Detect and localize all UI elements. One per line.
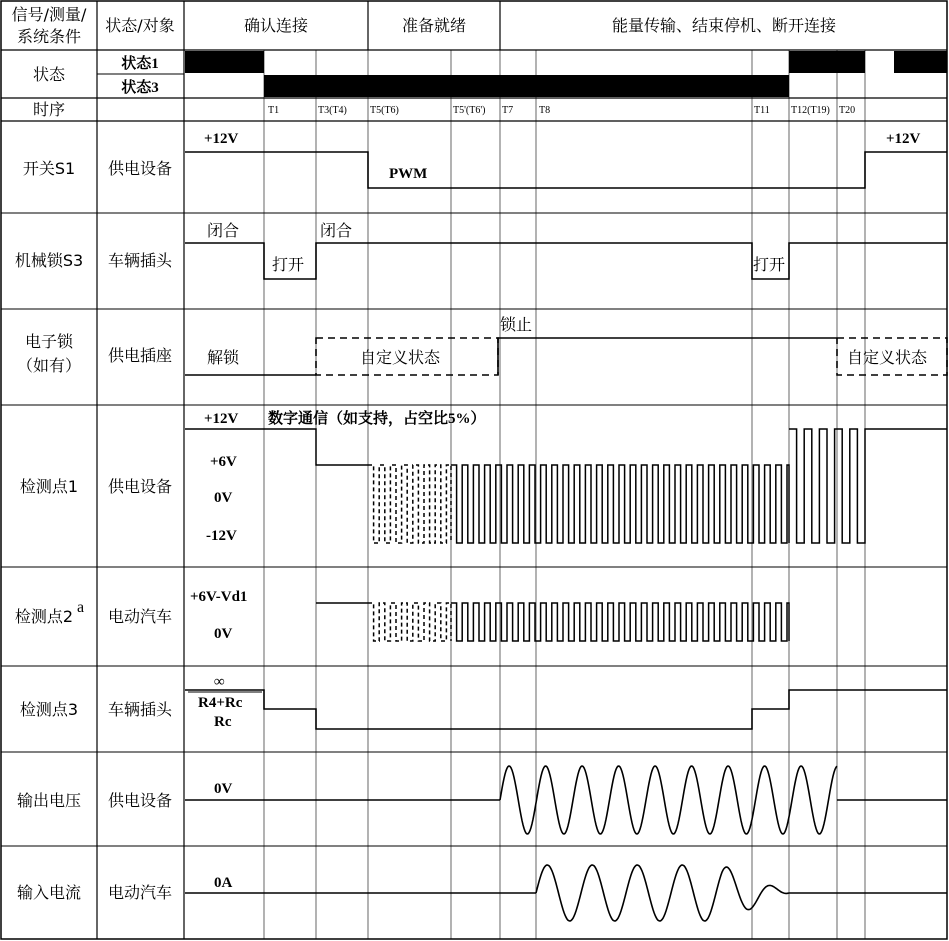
cp3-level-inf: ∞ xyxy=(214,674,225,690)
iin-waveform xyxy=(185,865,947,921)
state1-label: 状态1 xyxy=(121,56,159,72)
vout-level-0v: 0V xyxy=(214,781,233,797)
cp3-name: 检测点3 xyxy=(19,700,79,719)
time-marker-T12: T12(T19) xyxy=(791,105,830,116)
s1-object: 供电设备 xyxy=(107,159,173,178)
cp2-superscript: a xyxy=(77,599,85,616)
s3-name: 机械锁S3 xyxy=(14,251,84,270)
header-col2: 状态/对象 xyxy=(105,16,175,35)
state-label: 状态 xyxy=(32,65,66,84)
cp1-waveform xyxy=(185,429,947,543)
cp1-note: 数字通信（如支持，占空比5%） xyxy=(268,411,486,427)
time-marker-T3: T3(T4) xyxy=(318,105,347,116)
vout-waveform xyxy=(185,766,947,834)
iin-object: 电动汽车 xyxy=(107,883,173,902)
header-phase2: 准备就绪 xyxy=(401,16,467,35)
s1-name: 开关S1 xyxy=(22,159,76,178)
s3-level-closed-2: 闭合 xyxy=(320,223,353,240)
s1-level-high: +12V xyxy=(204,131,239,147)
elock-lock-line xyxy=(498,338,837,375)
header-col1-line2: 系统条件 xyxy=(16,27,82,46)
s1-level-high-end: +12V xyxy=(886,131,921,147)
cp1-level-neg12v: -12V xyxy=(206,528,237,544)
cp3-waveform xyxy=(185,690,947,729)
iin-name: 输入电流 xyxy=(16,883,82,902)
time-marker-T5: T5(T6) xyxy=(370,105,399,116)
cp1-level-0v: 0V xyxy=(214,490,233,506)
cp1-pwm-solid xyxy=(451,465,789,543)
timing-label: 时序 xyxy=(32,100,66,119)
header-phase1: 确认连接 xyxy=(243,16,309,35)
s3-object: 车辆插头 xyxy=(107,251,173,270)
cp2-waveform xyxy=(316,603,789,641)
elock-waveform xyxy=(185,338,947,375)
header-phase3: 能量传输、结束停机、断开连接 xyxy=(611,16,837,35)
cp3-level-rc: Rc xyxy=(214,714,232,730)
s1-level-pwm: PWM xyxy=(389,166,428,182)
iin-sine xyxy=(536,865,789,921)
cp3-level-r4rc: R4+Rc xyxy=(198,695,243,711)
elock-level-unlock: 解锁 xyxy=(207,350,240,367)
cp2-name: 检测点2 xyxy=(14,607,74,626)
cp1-level-12v: +12V xyxy=(204,411,239,427)
state3-bar xyxy=(264,75,789,97)
vout-sine xyxy=(500,766,837,834)
time-marker-T8: T8 xyxy=(539,105,551,116)
cp2-object: 电动汽车 xyxy=(107,607,173,626)
vout-object: 供电设备 xyxy=(107,791,173,810)
cp2-pwm-dashed xyxy=(368,603,451,641)
time-marker-T5p: T5'(T6') xyxy=(453,105,486,116)
s3-level-open: 打开 xyxy=(272,257,305,274)
elock-level-custom: 自定义状态 xyxy=(360,350,441,367)
cp1-object: 供电设备 xyxy=(107,477,173,496)
state1-bar-b xyxy=(789,51,865,73)
s3-level-closed: 闭合 xyxy=(207,223,240,240)
s1-waveform xyxy=(185,152,947,188)
cp1-pwm-dashed xyxy=(368,465,451,543)
time-marker-T1: T1 xyxy=(268,105,280,116)
iin-level-0a: 0A xyxy=(214,875,233,891)
cp1-level-6v: +6V xyxy=(210,454,237,470)
state3-label: 状态3 xyxy=(121,80,159,96)
time-marker-T7: T7 xyxy=(502,105,514,116)
elock-level-locked: 锁止 xyxy=(500,317,533,334)
cp1-name: 检测点1 xyxy=(19,477,79,496)
cp1-pwm-high xyxy=(789,429,947,543)
cp2-level-6v: +6V-Vd1 xyxy=(190,589,248,605)
time-marker-T20: T20 xyxy=(839,105,856,116)
state1-bar-a xyxy=(185,51,264,73)
cp2-level-0v: 0V xyxy=(214,626,233,642)
state-bars xyxy=(185,51,947,97)
cp2-pwm-solid xyxy=(451,603,789,641)
vout-name: 输出电压 xyxy=(16,791,82,810)
state1-bar-c xyxy=(894,51,947,73)
cp3-object: 车辆插头 xyxy=(107,700,173,719)
elock-name-1: 电子锁 xyxy=(24,332,74,351)
s3-level-open-2: 打开 xyxy=(753,257,786,274)
header-col1-line1: 信号/测量/ xyxy=(11,5,87,24)
elock-name-2: （如有） xyxy=(16,356,82,375)
elock-level-custom-2: 自定义状态 xyxy=(847,350,928,367)
elock-object: 供电插座 xyxy=(107,346,173,365)
time-marker-T11: T11 xyxy=(754,105,770,116)
